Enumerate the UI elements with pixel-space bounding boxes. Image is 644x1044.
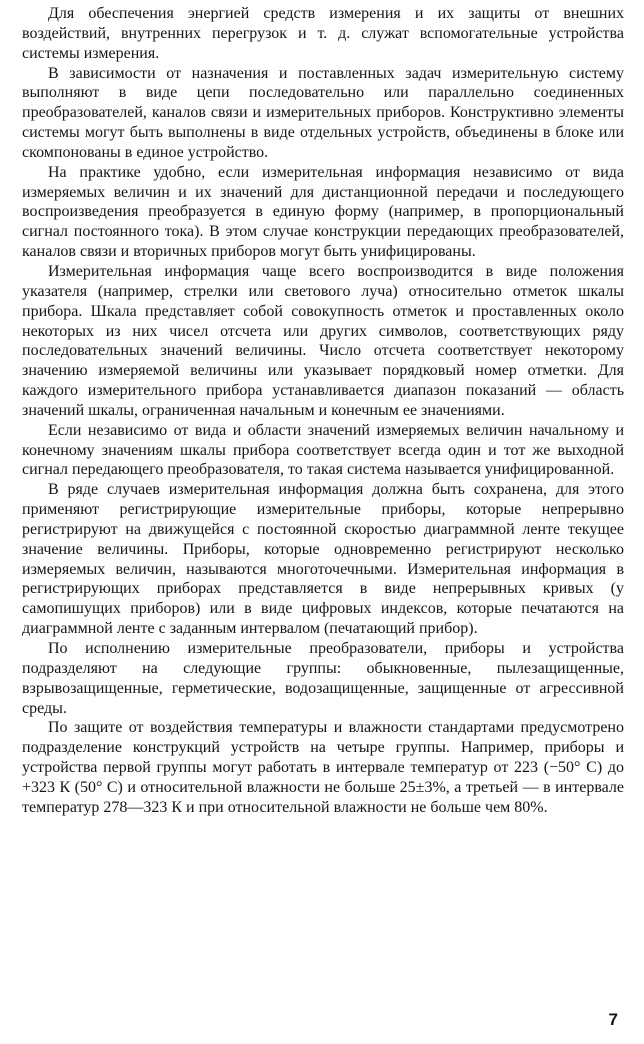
document-page — [22, 4, 624, 1034]
paragraph-temperature-humidity: По защите от воздействия температуры и влажности стандартами предусмотрено подразделение конструкций устройств на четыре группы. Например, приборы и устройства первой группы могут работать в интервале температур от 223 (−50° С) до +323 К (50° С) и относительной влажности не больше 25±3%, а третьей — в интервале температур 278—323 К и при относительной влажности не больше чем 80%. — [22, 719, 624, 816]
paragraph-measuring-system: В зависимости от назначения и поставленных задач измерительную систему выполняют в виде цепи последовательно или параллельно соединенных преобразователей, каналов связи и измерительных приборов. Конструктивно элементы системы могут быть выполнены в виде отдельных устройств, объединены в блоке или скомпонованы в единое устройство. — [22, 64, 624, 161]
page-number: 7 — [608, 1010, 618, 1029]
paragraph-recording-devices: В ряде случаев измерительная информация должна быть сохранена, для этого применяют регистрирующие измерительные приборы, которые непрерывно регистрируют на движущейся с постоянной скоростью диаграммной ленте текущее значение величины. Приборы, которые одновременно регистрируют несколько измеряемых величин, называются многоточечными. Измерительная информация в регистрирующих приборах представляется в виде непрерывных кривых (у самопишущих приборов) или в виде цифровых индексов, которые печатаются на диаграммной ленте с заданным интервалом (печатающий прибор). — [22, 481, 624, 638]
paragraph-design-groups: По исполнению измерительные преобразователи, приборы и устройства подразделяют на следующие группы: обыкновенные, пылезащищенные, взрывозащищенные, герметические, водозащищенные, защищенные от агрессивной среды. — [22, 640, 624, 717]
paragraph-scale: Измерительная информация чаще всего воспроизводится в виде положения указателя (например, стрелки или светового луча) относительно отметок шкалы прибора. Шкала представляет собой совокупность отметок и проставленных около некоторых из них чисел отсчета или других символов, соответствующих ряду последовательных значений величины. Число отсчета соответствует некоторому значению измеряемой величины или указывает порядковый номер отметки. Для каждого измерительного прибора устанавливается диапазон показаний — область значений шкалы, ограниченная начальным и конечным ее значениями. — [22, 262, 624, 419]
paragraph-auxiliary-devices: Для обеспечения энергией средств измерения и их защиты от внешних воздействий, внутренних перегрузок и т. д. служат вспомогательные устройства системы измерения. — [22, 5, 624, 62]
paragraph-unified-system: Если независимо от вида и области значений измеряемых величин начальному и конечному значениям шкалы прибора соответствует всегда один и тот же выходной сигнал передающего преобразователя, то такая система называется унифицированной. — [22, 421, 624, 479]
paragraph-unified-form: На практике удобно, если измерительная информация независимо от вида измеряемых величин и их значений для дистанционной передачи и последующего воспроизведения преобразуется в единую форму (например, в пропорциональный сигнал постоянного тока). В этом случае конструкции передающих преобразователей, каналов связи и вторичных приборов могут быть унифицированы. — [22, 163, 624, 261]
